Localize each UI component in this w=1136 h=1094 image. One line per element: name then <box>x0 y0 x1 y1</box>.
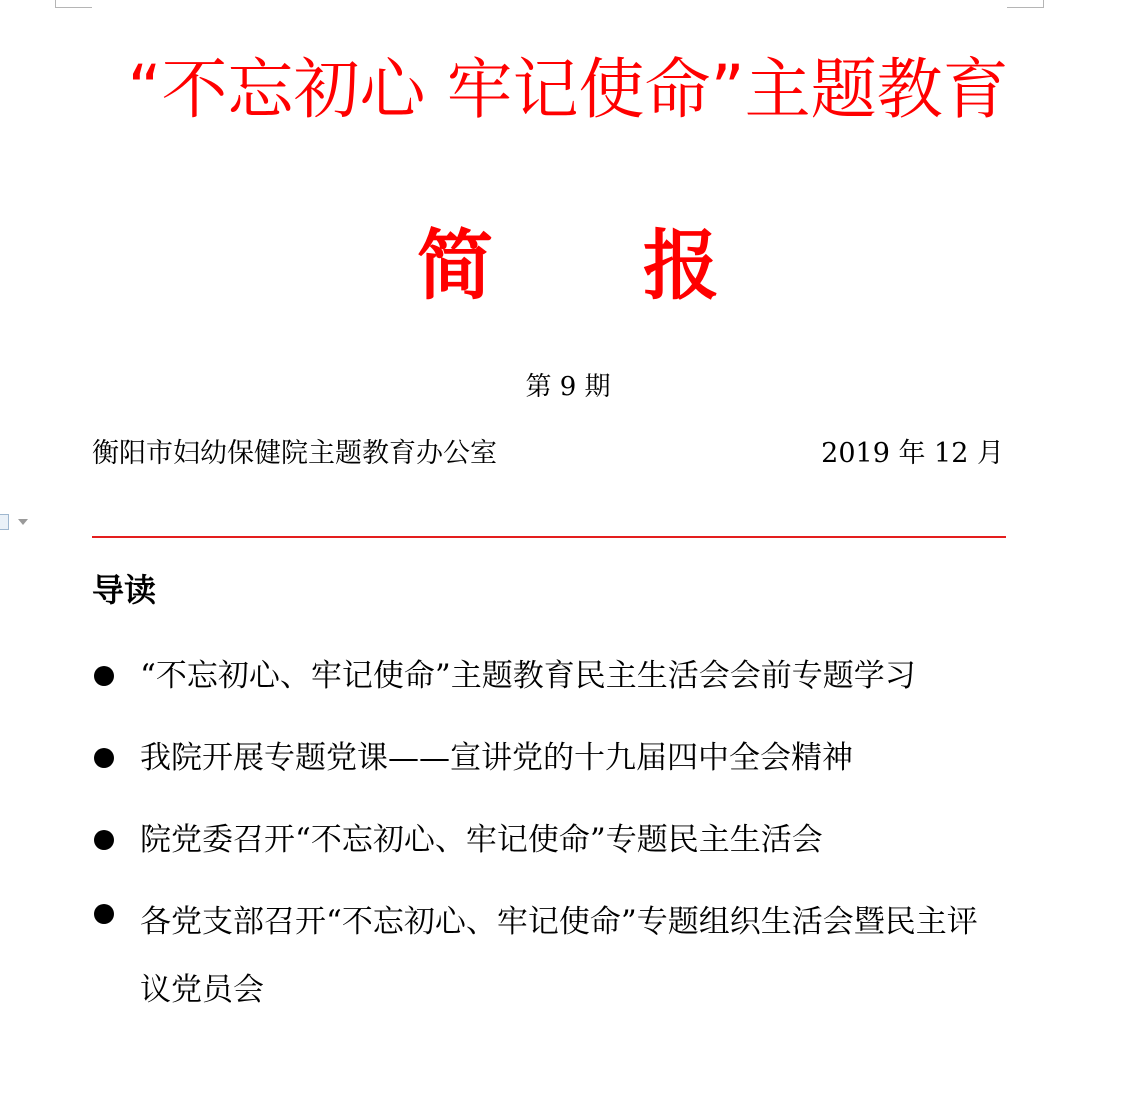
toc-item <box>92 814 1022 866</box>
document-icon <box>0 514 9 530</box>
bullet-icon <box>94 904 114 924</box>
bullet-icon <box>94 748 114 768</box>
toc-item-text: 各党支部召开“不忘初心、牢记使命”专题组织生活会暨民主评议党员会 <box>140 904 978 1008</box>
meta-row <box>92 436 1004 472</box>
publish-date: 2019 年 12 月 <box>821 438 1004 469</box>
toc-item-text: 院党委召开“不忘初心、牢记使命”专题民主生活会 <box>140 822 823 858</box>
document-title: “不忘初心 牢记使命”主题教育 <box>127 51 1009 128</box>
toc-item <box>92 888 1002 1024</box>
crop-mark-top-left <box>55 0 92 8</box>
issue-number: 第 9 期 <box>525 372 611 402</box>
bullet-icon <box>94 830 114 850</box>
organization-name: 衡阳市妇幼保健院主题教育办公室 <box>92 438 497 469</box>
toc-item-text: 我院开展专题党课——宣讲党的十九届四中全会精神 <box>140 740 853 776</box>
side-layout-widget[interactable] <box>0 514 28 530</box>
bullet-icon <box>94 666 114 686</box>
document-subtitle: 简报 <box>417 221 869 310</box>
caret-down-icon[interactable] <box>18 519 28 525</box>
toc-item-text: “不忘初心、牢记使命”主题教育民主生活会会前专题学习 <box>140 658 916 694</box>
toc-item <box>92 650 1022 702</box>
toc-list <box>92 650 1022 1024</box>
toc-item <box>92 732 1022 784</box>
crop-mark-top-right <box>1007 0 1044 8</box>
toc-heading: 导读 <box>92 571 157 609</box>
header-divider <box>92 536 1006 538</box>
